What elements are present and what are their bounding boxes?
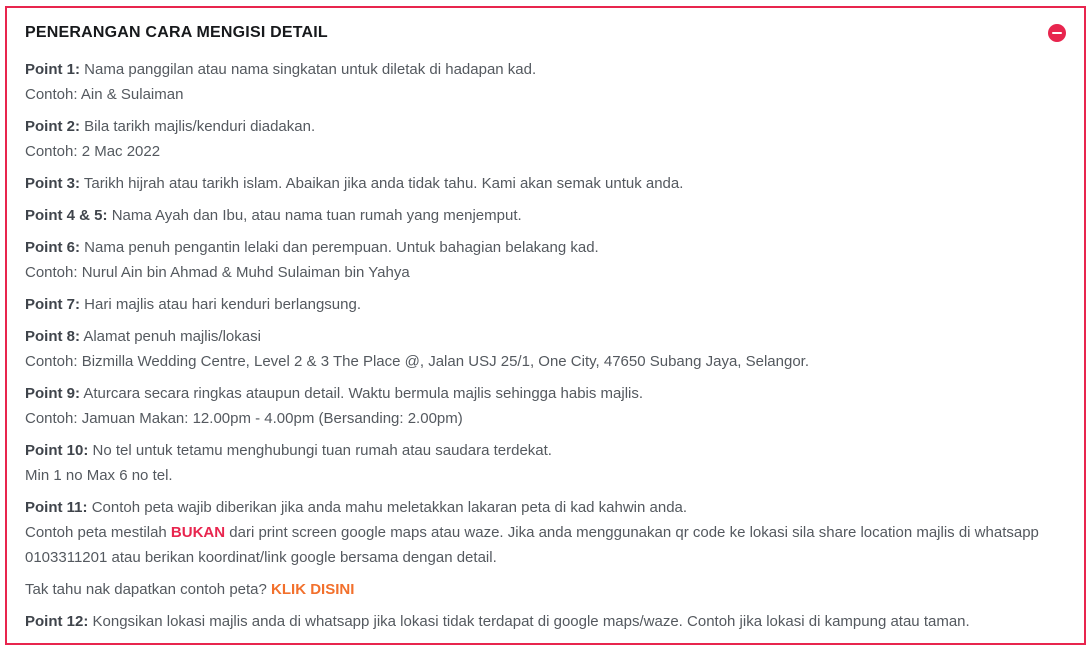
point-10 — [25, 438, 1066, 488]
point-text: Hari majlis atau hari kenduri berlangsung. — [84, 296, 361, 313]
point-2 — [25, 114, 1066, 164]
point-example: Contoh: Nurul Ain bin Ahmad & Muhd Sulaiman bin Yahya — [25, 264, 410, 281]
point-6 — [25, 235, 1066, 285]
point-label: Point 2: — [25, 118, 80, 135]
point-text: Tarikh hijrah atau tarikh islam. Abaikan jika anda tidak tahu. Kami akan semak untuk anda. — [83, 175, 684, 192]
point-label: Point 7: — [25, 296, 80, 313]
point-label: Point 11: — [25, 499, 88, 516]
point-label: Point 12: — [25, 613, 89, 630]
point-text: No tel untuk tetamu menghubungi tuan rumah atau saudara terdekat. — [92, 442, 552, 459]
point-text: Alamat penuh majlis/lokasi — [83, 328, 261, 345]
collapse-button[interactable] — [1048, 24, 1066, 42]
point-8 — [25, 324, 1066, 374]
point-example: Min 1 no Max 6 no tel. — [25, 467, 173, 484]
point-11 — [25, 495, 1066, 570]
point-text: Contoh peta wajib diberikan jika anda mahu meletakkan lakaran peta di kad kahwin anda. — [91, 499, 688, 516]
point-3 — [25, 171, 1066, 196]
point-7 — [25, 292, 1066, 317]
point-label: Point 8: — [25, 328, 80, 345]
point-text: Nama penuh pengantin lelaki dan perempuan. Untuk bahagian belakang kad. — [84, 239, 599, 256]
point-label: Point 3: — [25, 175, 80, 192]
point-label: Point 6: — [25, 239, 80, 256]
point-label: Point 10: — [25, 442, 89, 459]
point-12 — [25, 609, 1066, 634]
bukan-highlight: BUKAN — [170, 524, 226, 541]
point-label: Point 4 & 5: — [25, 207, 108, 224]
point-text: dari print screen google maps atau waze. Jika anda menggunakan qr code ke lokasi sila share location majlis di whatsapp 0103311201 atau berikan koordinat/link google bersama dengan detail. — [25, 524, 1039, 566]
point-text: Contoh peta mestilah — [25, 524, 171, 541]
point-label: Point 1: — [25, 61, 80, 78]
point-text: Bila tarikh majlis/kenduri diadakan. — [84, 118, 316, 135]
instructions-panel — [5, 6, 1086, 645]
point-1 — [25, 57, 1066, 107]
prompt-question: Tak tahu nak dapatkan contoh peta? — [25, 581, 267, 598]
panel-body — [25, 57, 1066, 634]
minus-icon — [1052, 32, 1062, 34]
point-example: Contoh: Bizmilla Wedding Centre, Level 2 & 3 The Place @, Jalan USJ 25/1, One City, 47650 Subang Jaya, Selangor. — [25, 353, 810, 370]
point-4-5 — [25, 203, 1066, 228]
point-9 — [25, 381, 1066, 431]
point-example: Contoh: Jamuan Makan: 12.00pm - 4.00pm (Bersanding: 2.00pm) — [25, 410, 463, 427]
point-example: Contoh: 2 Mac 2022 — [25, 143, 161, 160]
map-example-prompt — [25, 577, 1066, 602]
panel-title: PENERANGAN CARA MENGISI DETAIL — [25, 24, 328, 41]
point-example: Contoh: Ain & Sulaiman — [25, 86, 184, 103]
point-text: Kongsikan lokasi majlis anda di whatsapp jika lokasi tidak terdapat di google maps/waze. Contoh jika lokasi di kampung atau taman. — [92, 613, 970, 630]
point-text: Aturcara secara ringkas ataupun detail. Waktu bermula majlis sehingga habis majlis. — [83, 385, 644, 402]
klik-disini-link[interactable]: KLIK DISINI — [271, 581, 355, 598]
point-text: Nama Ayah dan Ibu, atau nama tuan rumah yang menjemput. — [111, 207, 522, 224]
point-text: Nama panggilan atau nama singkatan untuk diletak di hadapan kad. — [84, 61, 537, 78]
panel-header — [25, 22, 1066, 44]
point-label: Point 9: — [25, 385, 80, 402]
